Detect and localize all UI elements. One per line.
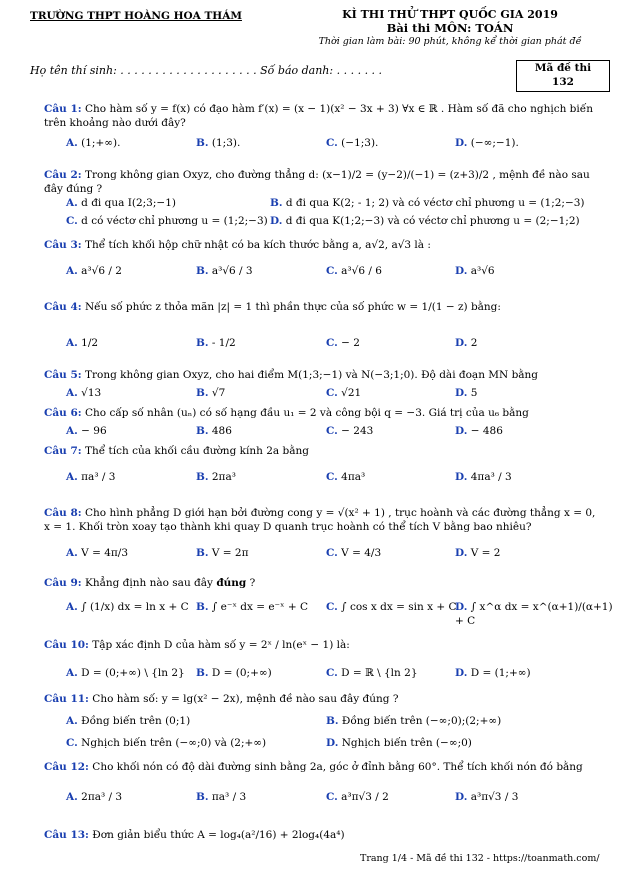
question-2: Câu 2: Trong không gian Oxyz, cho đường thẳng d: (x−1)/2 = (y−2)/(−1) = (z+3)/2 , mệnh đề nào sau đây đúng ?: [44, 169, 590, 195]
q9-option-d: D. ∫ x^α dx = x^(α+1)/(α+1) + C: [455, 601, 613, 627]
q4-option-a: A. 1/2: [66, 337, 99, 349]
q6-option-b: B. 486: [196, 425, 232, 437]
q7-option-a: A. πa³ / 3: [66, 471, 116, 483]
q2-option-d: D. d đi qua K(1;2;−3) và có véctơ chỉ phương u = (2;−1;2): [270, 215, 580, 227]
question-4: Câu 4: Nếu số phức z thỏa mãn |z| = 1 thì phần thực của số phức w = 1/(1 − z) bằng:: [44, 301, 501, 313]
exam-code-label: Mã đề thi: [534, 62, 592, 74]
q5-option-c: C. √21: [326, 387, 362, 399]
school-name: TRƯỜNG THPT HOÀNG HOA THÁM: [30, 10, 242, 22]
q8-option-b: B. V = 2π: [196, 547, 249, 559]
q12-option-b: B. πa³ / 3: [196, 791, 247, 803]
q9-option-b: B. ∫ e⁻ˣ dx = e⁻ˣ + C: [196, 601, 309, 613]
q2-option-b: B. d đi qua K(2; - 1; 2) và có véctơ chỉ phương u = (1;2;−3): [270, 197, 585, 209]
q5-option-a: A. √13: [66, 387, 102, 399]
q10-option-b: B. D = (0;+∞): [196, 667, 272, 679]
q1-option-a: A. (1;+∞).: [66, 137, 121, 149]
exam-code-value: 132: [552, 76, 574, 88]
question-11: Câu 11: Cho hàm số: y = lg(x² − 2x), mệnh đề nào sau đây đúng ?: [44, 693, 399, 705]
q11-option-d: D. Nghịch biến trên (−∞;0): [326, 737, 472, 749]
page-footer: Trang 1/4 - Mã đề thi 132 - https://toanmath.com/: [360, 853, 600, 864]
q10-option-c: C. D = ℝ \ {ln 2}: [326, 667, 418, 679]
q12-option-a: A. 2πa³ / 3: [66, 791, 123, 803]
q6-option-c: C. − 243: [326, 425, 374, 437]
q2-option-c: C. d có véctơ chỉ phương u = (1;2;−3): [66, 215, 268, 227]
q10-option-d: D. D = (1;+∞): [455, 667, 531, 679]
question-6: Câu 6: Cho cấp số nhân (uₙ) có số hạng đầu u₁ = 2 và công bội q = −3. Giá trị của u₆ bằng: [44, 407, 529, 419]
q3-option-b: B. a³√6 / 3: [196, 265, 253, 277]
q3-option-c: C. a³√6 / 6: [326, 265, 382, 277]
exam-header: [290, 8, 610, 47]
question-9: Câu 9: Khẳng định nào sau đây đúng ?: [44, 577, 256, 589]
q11-option-b: B. Đồng biến trên (−∞;0);(2;+∞): [326, 715, 502, 727]
q7-option-b: B. 2πa³: [196, 471, 236, 483]
q1-option-b: B. (1;3).: [196, 137, 241, 149]
q6-option-d: D. − 486: [455, 425, 503, 437]
q4-option-d: D. 2: [455, 337, 478, 349]
student-info-line: Họ tên thí sinh: . . . . . . . . . . . . . . . . . . . . Số báo danh: . . . . . . .: [30, 64, 383, 77]
q12-option-d: D. a³π√3 / 3: [455, 791, 519, 803]
question-1: Câu 1: Cho hàm số y = f(x) có đạo hàm f′(x) = (x − 1)(x² − 3x + 3) ∀x ∈ ℝ . Hàm số đã cho nghịch biến trên khoảng nào dưới đây?: [44, 103, 593, 129]
q8-option-a: A. V = 4π/3: [66, 547, 129, 559]
question-3: Câu 3: Thể tích khối hộp chữ nhật có ba kích thước bằng a, a√2, a√3 là :: [44, 239, 431, 251]
q12-option-c: C. a³π√3 / 2: [326, 791, 389, 803]
question-7: Câu 7: Thể tích của khối cầu đường kính 2a bằng: [44, 445, 309, 457]
exam-code-box: [516, 60, 610, 92]
q1-option-d: D. (−∞;−1).: [455, 137, 519, 149]
exam-title: KÌ THI THỬ THPT QUỐC GIA 2019: [342, 8, 558, 21]
q5-option-b: B. √7: [196, 387, 226, 399]
question-10: Câu 10: Tập xác định D của hàm số y = 2ˣ / ln(eˣ − 1) là:: [44, 639, 350, 651]
question-12: Câu 12: Cho khối nón có độ dài đường sinh bằng 2a, góc ở đỉnh bằng 60°. Thể tích khối nón đó bằng: [44, 761, 583, 773]
q3-option-a: A. a³√6 / 2: [66, 265, 122, 277]
q4-option-c: C. − 2: [326, 337, 360, 349]
question-5: Câu 5: Trong không gian Oxyz, cho hai điểm M(1;3;−1) và N(−3;1;0). Độ dài đoạn MN bằng: [44, 369, 539, 381]
q9-option-c: C. ∫ cos x dx = sin x + C: [326, 601, 457, 613]
q7-option-c: C. 4πa³: [326, 471, 366, 483]
q4-option-b: B. - 1/2: [196, 337, 236, 349]
exam-subject: Bài thi MÔN: TOÁN: [386, 21, 514, 35]
q6-option-a: A. − 96: [66, 425, 107, 437]
q7-option-d: D. 4πa³ / 3: [455, 471, 512, 483]
q10-option-a: A. D = (0;+∞) \ {ln 2}: [66, 667, 185, 679]
q1-option-c: C. (−1;3).: [326, 137, 379, 149]
question-13: Câu 13: Đơn giản biểu thức A = log₄(a²/16) + 2log₄(4a⁴): [44, 829, 345, 841]
q9-option-a: A. ∫ (1/x) dx = ln x + C: [66, 601, 189, 613]
q3-option-d: D. a³√6: [455, 265, 495, 277]
q5-option-d: D. 5: [455, 387, 478, 399]
exam-time: Thời gian làm bài: 90 phút, không kể thời gian phát đề: [318, 36, 582, 47]
q2-option-a: A. d đi qua I(2;3;−1): [66, 197, 176, 209]
question-8: Câu 8: Cho hình phẳng D giới hạn bởi đường cong y = √(x² + 1) , trục hoành và các đường thẳng x = 0, x = 1. Khối tròn xoay tạo thành khi quay D quanh trục hoành có thể tích V bằng bao nhiêu?: [44, 507, 596, 533]
q11-option-a: A. Đồng biến trên (0;1): [66, 715, 191, 727]
q8-option-d: D. V = 2: [455, 547, 501, 559]
q8-option-c: C. V = 4/3: [326, 547, 382, 559]
q11-option-c: C. Nghịch biến trên (−∞;0) và (2;+∞): [66, 737, 267, 749]
